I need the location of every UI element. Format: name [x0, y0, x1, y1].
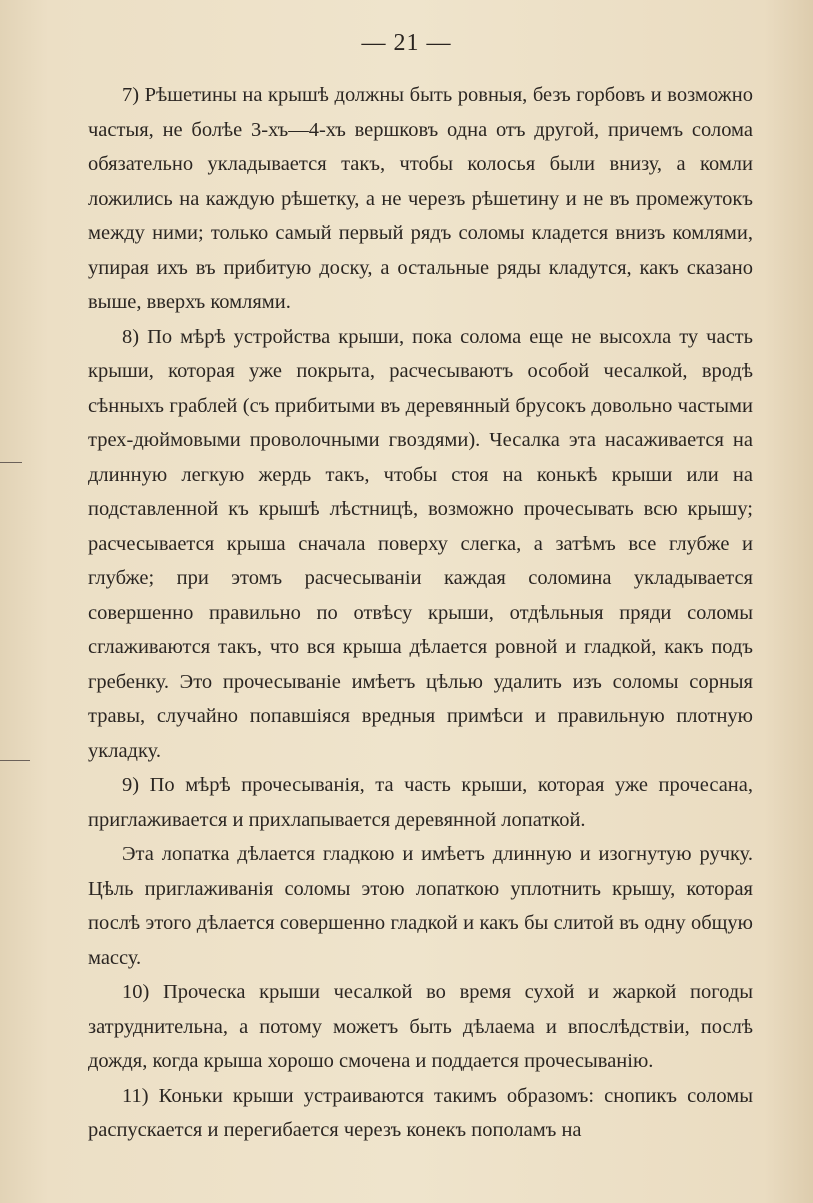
paragraph-9: 9) По мѣрѣ прочесыванія, та часть крыши, которая уже прочесана, приглаживается и прихлапывается деревянной лопаткой.	[88, 774, 753, 831]
paragraph-8: 8) По мѣрѣ устройства крыши, пока солома еще не высохла ту часть крыши, которая уже покрыта, расчесываютъ особой чесалкой, вродѣ сѣнныхъ граблей (съ прибитыми въ деревянный брусокъ довольно частыми трех-дюймовыми проволочными гвоздями). Чесалка эта насаживается на длинную легкую жердь такъ, чтобы стоя на конькѣ крыши или на подставленной къ крышѣ лѣстницѣ, возможно прочесывать всю крышу; расчесывается крыша сначала поверху слегка, а затѣмъ все глубже и глубже; при этомъ расчесываніи каждая соломина укладывается совершенно правильно по отвѣсу крыши, отдѣльныя пряди соломы сглаживаются такъ, что вся крыша дѣлается ровной и гладкой, какъ подъ гребенку. Это прочесываніе имѣетъ цѣлью удалить изъ соломы сорныя травы, случайно попавшіяся вредныя примѣси и правильную плотную укладку.	[88, 325, 753, 762]
paragraph-7: 7) Рѣшетины на крышѣ должны быть ровныя, безъ горбовъ и возможно частыя, не болѣе 3-хъ—4-хъ вершковъ одна отъ другой, причемъ солома обязательно укладывается такъ, чтобы колосья были внизу, а комли ложились на каждую рѣшетку, а не черезъ рѣшетину и не въ промежутокъ между ними; только самый первый рядъ соломы кладется внизъ комлями, упирая ихъ въ прибитую доску, а остальные ряды кладутся, какъ сказано выше, вверхъ комлями.	[88, 84, 753, 313]
page-number: — 21 —	[361, 30, 452, 56]
margin-mark	[0, 760, 30, 761]
paragraph-10: 10) Проческа крыши чесалкой во время сухой и жаркой погоды затруднительна, а потому можетъ быть дѣлаема и впослѣдствіи, послѣ дождя, когда крыша хорошо смочена и поддается прочесыванію.	[88, 981, 753, 1072]
body-text	[88, 78, 753, 1148]
paragraph-11: 11) Коньки крыши устраиваются такимъ образомъ: снопикъ соломы распускается и перегибается черезъ конекъ пополамъ на	[88, 1084, 753, 1141]
paragraph-9-continued: Эта лопатка дѣлается гладкою и имѣетъ длинную и изогнутую ручку. Цѣль приглаживанія соломы этою лопаткою уплотнить крышу, которая послѣ этого дѣлается совершенно гладкой и какъ бы слитой въ одну общую массу.	[88, 843, 753, 969]
margin-mark	[0, 462, 22, 463]
